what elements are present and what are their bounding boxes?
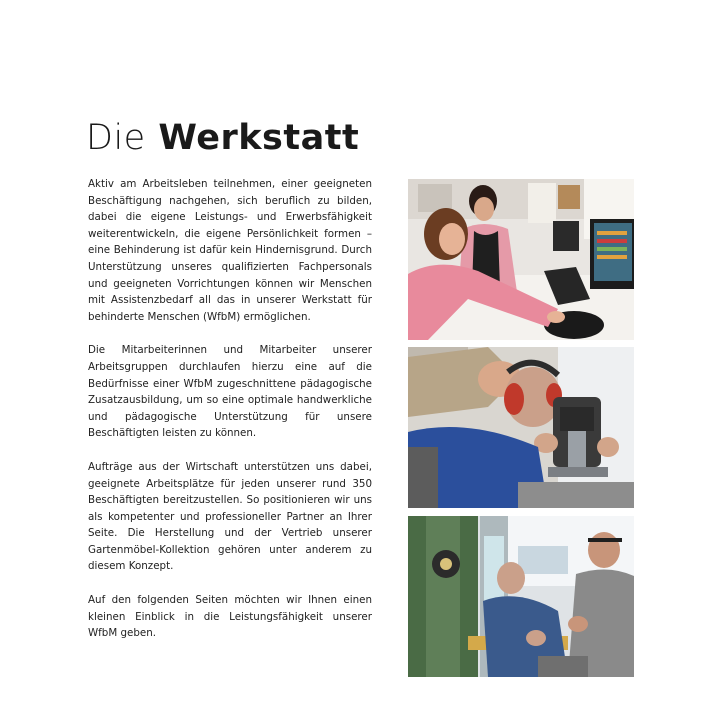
paragraph-intro: Aktiv am Arbeitsleben teilnehmen, einer geeigneten Beschäftigung nachgehen, sich beruflich zu bilden, dabei die eigene Leistungs- und Erwerbsfähigkeit weiterentwickeln, die eigene Persönlichkeit formen – eine Behinderung ist dafür kein Hindernisgrund. Durch Unterstützung unseres qualifizierten Fachpersonals und geeigneten Vorrichtungen können wir Menschen mit Assistenzbedarf all das in unserer Werkstatt für behinderte Menschen (WfbM) ermöglichen. [88, 178, 372, 323]
page-title-bold: Werkstatt [158, 118, 360, 158]
photo-machine-workshop [408, 516, 634, 677]
page-title [86, 116, 359, 160]
paragraph-industry: Aufträge aus der Wirtschaft unterstützen uns dabei, geeignete Arbeitsplätze für jeden unserer rund 350 Beschäftigten bereitzustellen. So positionieren wir uns als kompetenter und professioneller Partner an Ihrer Seite. Die Herstellung und der Vertrieb unserer Gartenmöbel-Kollektion gehören unter anderem zu diesem Konzept. [88, 460, 372, 573]
photo-office-computer [408, 179, 634, 340]
paragraph-staff: Die Mitarbeiterinnen und Mitarbeiter unserer Arbeitsgruppen durchlaufen hierzu eine auf die Bedürfnisse einer WfbM zugeschnittene pädagogische Zusatzausbildung, um so eine optimale handwerkliche und pädagogische Unterstützung für unsere Beschäftigten leisten zu können. [88, 344, 372, 440]
paragraph-outlook: Auf den folgenden Seiten möchten wir Ihnen einen kleinen Einblick in die Leistungsfähigkeit unserer WfbM geben. [88, 594, 372, 640]
page-title-light: Die [86, 118, 146, 158]
photo-router-work [408, 347, 634, 508]
body-text [88, 176, 372, 659]
